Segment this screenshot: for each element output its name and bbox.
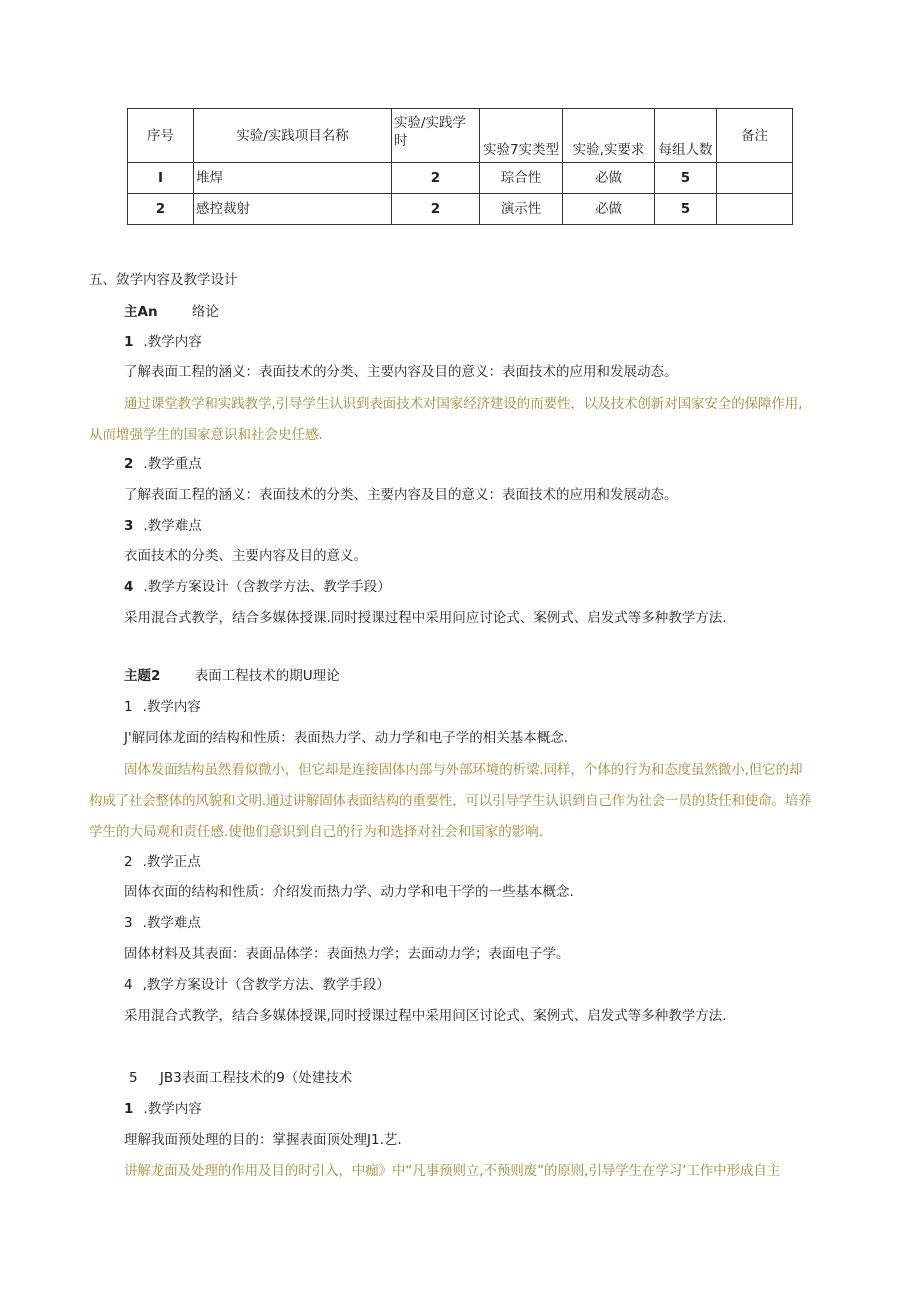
topic-1-ideology-line-1: 通过课堂教学和实践教学,引导学生认识到表面技术对国家经济建设的而要性，以及技术创新对国家安全的保障作用,	[124, 396, 803, 412]
topic-3-label: 5	[129, 1070, 138, 1086]
header-project-name: 实验/实践项目名称	[194, 109, 392, 163]
cell-requirement: 必做	[563, 163, 655, 194]
topic-3-ideology-line-1: 讲解龙面及处理的作用及目的时引入，中痂》中“凡事预则立,不预则废”的原则,引导学生在学习’工作中形成自主	[124, 1163, 781, 1179]
cell-hours: 2	[392, 163, 480, 194]
topic-1-title: 络论	[191, 304, 219, 320]
cell-type: 演示性	[480, 194, 563, 225]
section-title: 五、敛学内容及教学设计	[89, 272, 238, 288]
topic-2-content-text: J'解同体龙面的结构和性质：表面热力学、动力学和电子学的相关基本概念.	[124, 730, 568, 746]
cell-remarks	[717, 194, 793, 225]
topic-2-ideology-line-1: 固体发面结构虽然看似微小，但它却是连接固体内部与外部环境的析梁.同样，个体的行为和态度虽然微小,但它的却	[124, 762, 803, 778]
table-header-row	[128, 109, 793, 163]
topic-1-label: 主An	[124, 304, 158, 320]
topic-1-subheading-content: 1 .教学内容	[124, 334, 202, 350]
topic-2-key-points-text: 固体衣面的结构和性质：介绍发而热力学、动力学和电干学的一些基本概念.	[124, 884, 574, 900]
topic-2-subheading-content: 1 .教学内容	[124, 699, 201, 715]
topic-1-subheading-difficulties: 3 .教学难点	[124, 518, 202, 534]
topic-3-content-text: 理解我面预处理的目的：掌握表面顶处理J1.艺.	[124, 1132, 402, 1148]
topic-1-content-text: 了解表面工程的涵义：表面技术的分类、主要内容及目的意义：表面技术的应用和发展动态。	[124, 364, 678, 380]
topic-2-label: 主题2	[124, 668, 161, 684]
cell-group-size: 5	[655, 163, 717, 194]
topic-2-subheading-difficulties: 3 .教学难点	[124, 915, 201, 931]
topic-2-ideology-line-3: 学生的大局观和责任感.使他们意识到自己的行为和选择对社会和国家的影响.	[89, 824, 544, 840]
cell-seq: 2	[128, 194, 194, 225]
topic-1-subheading-design: 4 .教学方案设计（含教学方法、教学手段）	[124, 579, 391, 595]
header-requirement: 实验,实要求	[563, 109, 655, 163]
topic-2-subheading-key-points: 2 .教学正点	[124, 854, 201, 870]
topic-1-heading	[124, 300, 219, 320]
header-type: 实验7实类型	[480, 109, 563, 163]
topic-3-heading	[129, 1066, 352, 1086]
topic-3-title: JB3表面工程技术的9（处建技术	[159, 1070, 353, 1086]
topic-1-difficulties-text: 衣面技术的分类、主要内容及目的意义。	[124, 548, 367, 564]
topic-1-subheading-key-points: 2 .教学重点	[124, 456, 202, 472]
cell-hours: 2	[392, 194, 480, 225]
header-hours: 实验/实践学时	[392, 109, 480, 163]
cell-project-name: 感控裁射	[194, 194, 392, 225]
cell-seq: I	[128, 163, 194, 194]
header-remarks: 备注	[717, 109, 793, 163]
topic-1-ideology-line-2: 从而增强学生的国家意识和社会史任感.	[89, 427, 323, 443]
experiment-table	[127, 108, 793, 225]
topic-1-key-points-text: 了解表面工程的涵义：表面技术的分类、主要内容及目的意义：表面技术的应用和发展动态。	[124, 487, 678, 503]
cell-requirement: 必做	[563, 194, 655, 225]
cell-project-name: 堆焊	[194, 163, 392, 194]
table-row	[128, 194, 793, 225]
cell-type: 琮合性	[480, 163, 563, 194]
topic-2-title: 表面工程技术的期U理论	[194, 668, 340, 684]
table-row	[128, 163, 793, 194]
topic-3-subheading-content: 1 .教学内容	[124, 1101, 202, 1117]
topic-2-heading	[124, 664, 340, 684]
topic-1-design-text: 采用混合式教学，结合多媒体授课.同时授课过程中采用问应讨论式、案例式、启发式等多种教学方法.	[124, 610, 727, 626]
topic-2-design-text: 采用混合式教学，结合多媒体授课,同时授课过程中采用问区讨论式、案例式、启发式等多种教学方法.	[124, 1008, 727, 1024]
topic-2-difficulties-text: 固体材料及其表面：表面品体学：表面热力学；去面动力学；表面电子学。	[124, 946, 570, 962]
topic-2-ideology-line-2: 构成了社会整体的风貌和文明.通过讲解固体表面结构的重要性，可以引导学生认识到自己作为社会一员的货任和使命。培养	[89, 793, 812, 809]
cell-group-size: 5	[655, 194, 717, 225]
header-seq: 序号	[128, 109, 194, 163]
topic-2-subheading-design: 4 ,教学方案设计（含教学方法、教学手段）	[124, 977, 390, 993]
header-group-size: 每组人数	[655, 109, 717, 163]
cell-remarks	[717, 163, 793, 194]
